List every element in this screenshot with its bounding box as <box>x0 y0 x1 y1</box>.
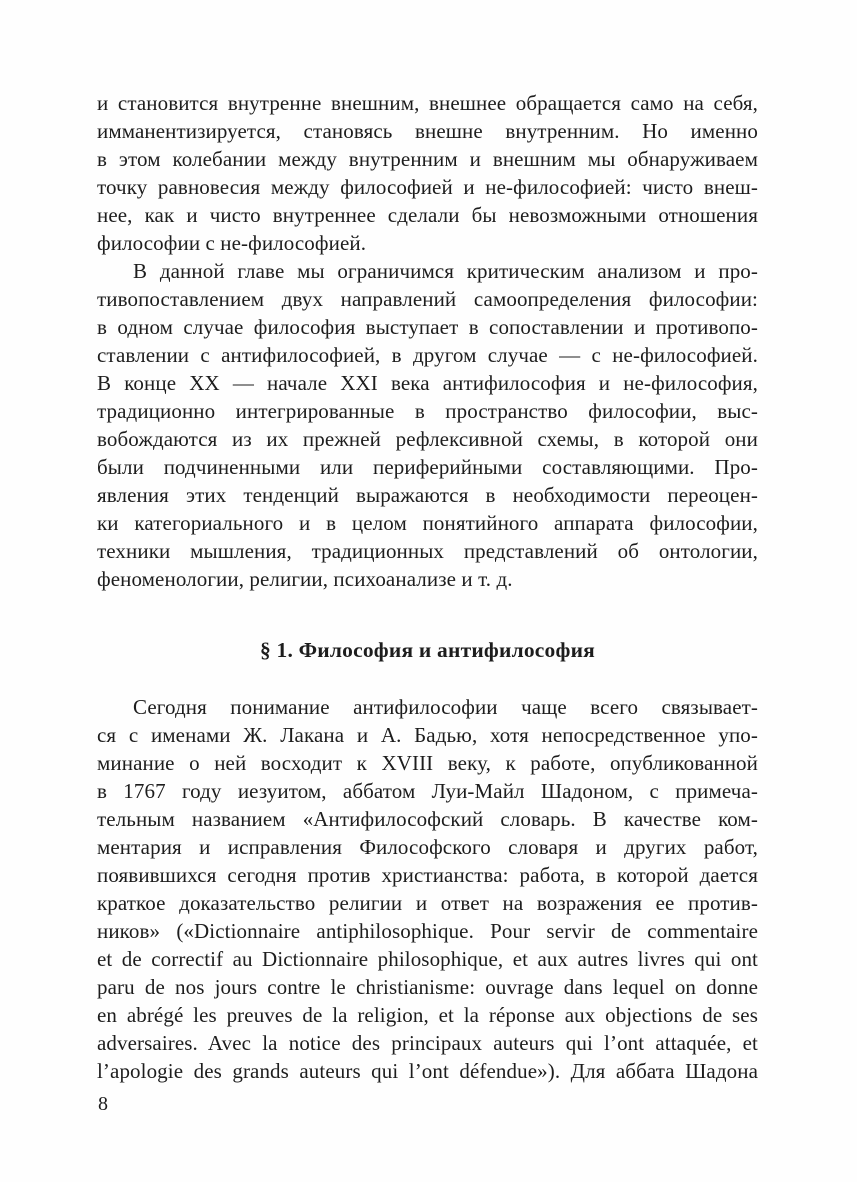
paragraph-chapter-overview <box>97 257 758 593</box>
paragraph-antiphilosophy-history <box>97 693 758 1085</box>
text-line: paru de nos jours contre le christianisme: ouvrage dans lequel on donne <box>97 975 758 999</box>
text-line: феноменологии, религии, психоанализе и т. д. <box>97 567 513 591</box>
text-line: техники мышления, традиционных представлений об онтологии, <box>97 539 758 563</box>
text-line: нее, как и чисто внутреннее сделали бы невозможными отношения <box>97 203 758 227</box>
text-line: adversaires. Avec la notice des principaux auteurs qui l’ont attaquée, et <box>97 1031 758 1055</box>
text-line: В конце XX — начале XXI века антифилософия и не-философия, <box>97 371 758 395</box>
text-line: вобождаются из их прежней рефлексивной схемы, в которой они <box>97 427 758 451</box>
text-line: философии с не-философией. <box>97 231 367 255</box>
text-line: появившихся сегодня против христианства: работа, в которой дается <box>97 863 758 887</box>
text-line: ки категориального и в целом понятийного аппарата философии, <box>97 511 758 535</box>
text-line: ментария и исправления Философского словаря и других работ, <box>97 835 758 859</box>
text-line: точку равновесия между философией и не-философией: чисто внеш- <box>97 175 758 199</box>
text-line: традиционно интегрированные в пространство философии, выс- <box>97 399 758 423</box>
text-line: ся с именами Ж. Лакана и А. Бадью, хотя непосредственное упо- <box>97 723 758 747</box>
text-line: в этом колебании между внутренним и внешним мы обнаруживаем <box>97 147 758 171</box>
text-line: l’apologie des grands auteurs qui l’ont défendue»). Для аббата Шадона <box>97 1059 758 1083</box>
text-line: в одном случае философия выступает в сопоставлении и противопо- <box>97 315 758 339</box>
text-block <box>97 89 758 1085</box>
text-line: тивопоставлением двух направлений самоопределения философии: <box>97 287 758 311</box>
text-line: Сегодня понимание антифилософии чаще всего связывает- <box>133 695 758 719</box>
text-line: краткое доказательство религии и ответ на возражения ее против- <box>97 891 758 915</box>
text-line: минание о ней восходит к XVIII веку, к работе, опубликованной <box>97 751 758 775</box>
section-heading: § 1. Философия и антифилософия <box>260 638 595 662</box>
text-line: en abrégé les preuves de la religion, et la réponse aux objections de ses <box>97 1003 758 1027</box>
text-line: в 1767 году иезуитом, аббатом Луи-Майл Шадоном, с примеча- <box>97 779 758 803</box>
page-number: 8 <box>98 1093 108 1115</box>
text-line: тельным названием «Антифилософский словарь. В качестве ком- <box>97 807 758 831</box>
text-line: ставлении с антифилософией, в другом случае — с не-философией. <box>97 343 758 367</box>
text-line: ников» («Dictionnaire antiphilosophique. Pour servir de commentaire <box>97 919 758 943</box>
paragraph-continuation <box>97 89 758 257</box>
text-line: имманентизируется, становясь внешне внутренним. Но именно <box>97 119 758 143</box>
text-line: В данной главе мы ограничимся критическим анализом и про- <box>133 259 758 283</box>
text-line: et de correctif au Dictionnaire philosophique, et aux autres livres qui ont <box>97 947 758 971</box>
text-line: явления этих тенденций выражаются в необходимости переоцен- <box>97 483 758 507</box>
text-line: были подчиненными или периферийными составляющими. Про- <box>97 455 758 479</box>
text-line: и становится внутренне внешним, внешнее обращается само на себя, <box>97 91 758 115</box>
